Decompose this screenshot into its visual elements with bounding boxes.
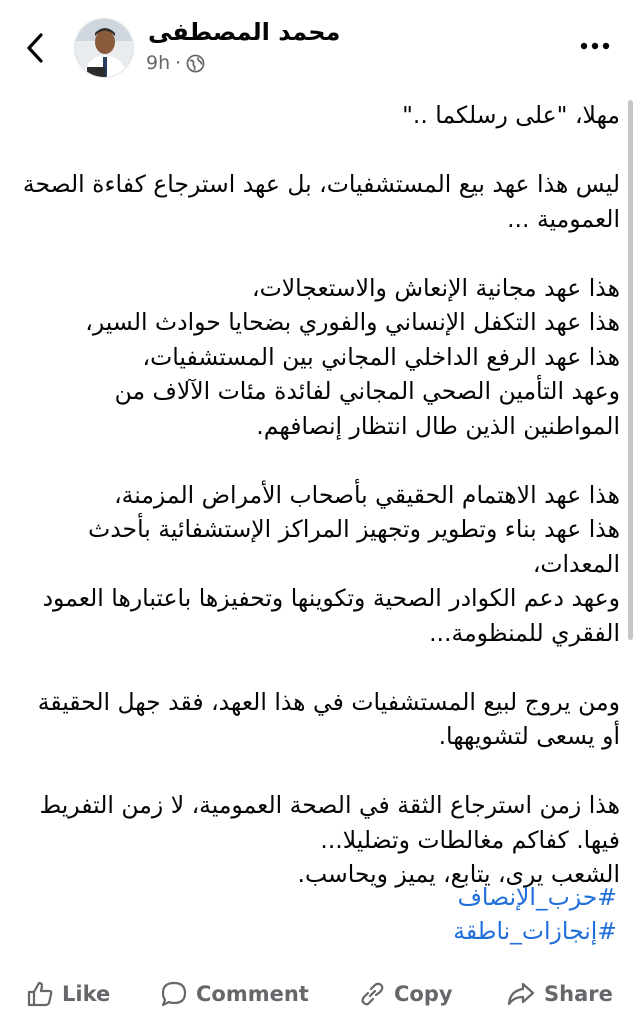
comment-label: Comment	[196, 982, 309, 1006]
post-header	[0, 0, 635, 90]
copy-link-button[interactable]	[358, 980, 453, 1008]
scrollbar[interactable]	[628, 100, 633, 640]
comment-button[interactable]	[160, 980, 309, 1008]
paragraph-gap	[14, 236, 620, 271]
post-text-line: ومن يروج لبيع المستشفيات في هذا العهد، فقد جهل الحقيقة أو يسعى لتشويهها.	[37, 687, 620, 750]
share-label: Share	[544, 982, 613, 1006]
like-label: Like	[62, 982, 111, 1006]
comment-bubble-icon	[160, 980, 188, 1008]
paragraph-gap	[14, 754, 620, 789]
post-text-line: مهلا، "على رسلكما .."	[402, 101, 620, 129]
share-button[interactable]	[506, 980, 613, 1008]
post-body	[14, 98, 620, 892]
globe-icon	[186, 54, 205, 73]
share-arrow-icon	[506, 980, 536, 1008]
post-text-line: الشعب يرى، يتابع، يميز ويحاسب.	[297, 860, 620, 888]
post-text-line: هذا عهد مجانية الإنعاش والاستعجالات،	[252, 273, 620, 302]
post-text-line: وعهد دعم الكوادر الصحية وتكوينها وتحفيزها باعتبارها العمود الفقري للمنظومة...	[42, 584, 620, 647]
author-name[interactable]: محمد المصطفى	[148, 18, 341, 46]
link-icon	[358, 980, 386, 1008]
post-text-line: هذا عهد الاهتمام الحقيقي بأصحاب الأمراض المزمنة،	[114, 480, 620, 509]
post-text-line: هذا عهد الرفع الداخلي المجاني بين المستشفيات،	[142, 342, 620, 371]
hashtag-link[interactable]: #حزب_الإنصاف	[457, 883, 617, 911]
back-chevron-icon	[26, 33, 44, 63]
like-button[interactable]	[26, 980, 110, 1008]
post-text-line: وعهد التأمين الصحي المجاني لفائدة مئات الآلاف من المواطنين الذين طال انتظار إنصافهم.	[114, 377, 620, 440]
more-options-button[interactable]	[575, 34, 615, 58]
back-button[interactable]	[18, 28, 52, 68]
copy-label: Copy	[394, 982, 453, 1006]
hashtag-link[interactable]: #إنجازات_ناطقة	[453, 917, 617, 945]
post-meta	[146, 52, 205, 74]
more-dots-icon	[580, 42, 610, 50]
post-text-line: هذا زمن استرجاع الثقة في الصحة العمومية، لا زمن التفريط فيها. كفاكم مغالطات وتضليلا...	[39, 791, 620, 854]
thumbs-up-icon	[26, 980, 54, 1008]
hashtag-list	[453, 880, 617, 948]
post-time[interactable]: 9h	[146, 52, 171, 74]
paragraph-gap	[14, 650, 620, 685]
meta-separator: ·	[175, 52, 182, 74]
post-text-line: هذا عهد التكفل الإنساني والفوري بضحايا حوادث السير،	[85, 308, 620, 336]
paragraph-gap	[14, 443, 620, 478]
post-text-line: هذا عهد بناء وتطوير وتجهيز المراكز الإستشفائية بأحدث المعدات،	[88, 515, 620, 578]
post-actions-bar	[0, 972, 635, 1018]
post-text-line: ليس هذا عهد بيع المستشفيات، بل عهد استرجاع كفاءة الصحة العمومية ...	[22, 170, 620, 233]
author-avatar[interactable]	[74, 18, 134, 78]
paragraph-gap	[14, 133, 620, 168]
